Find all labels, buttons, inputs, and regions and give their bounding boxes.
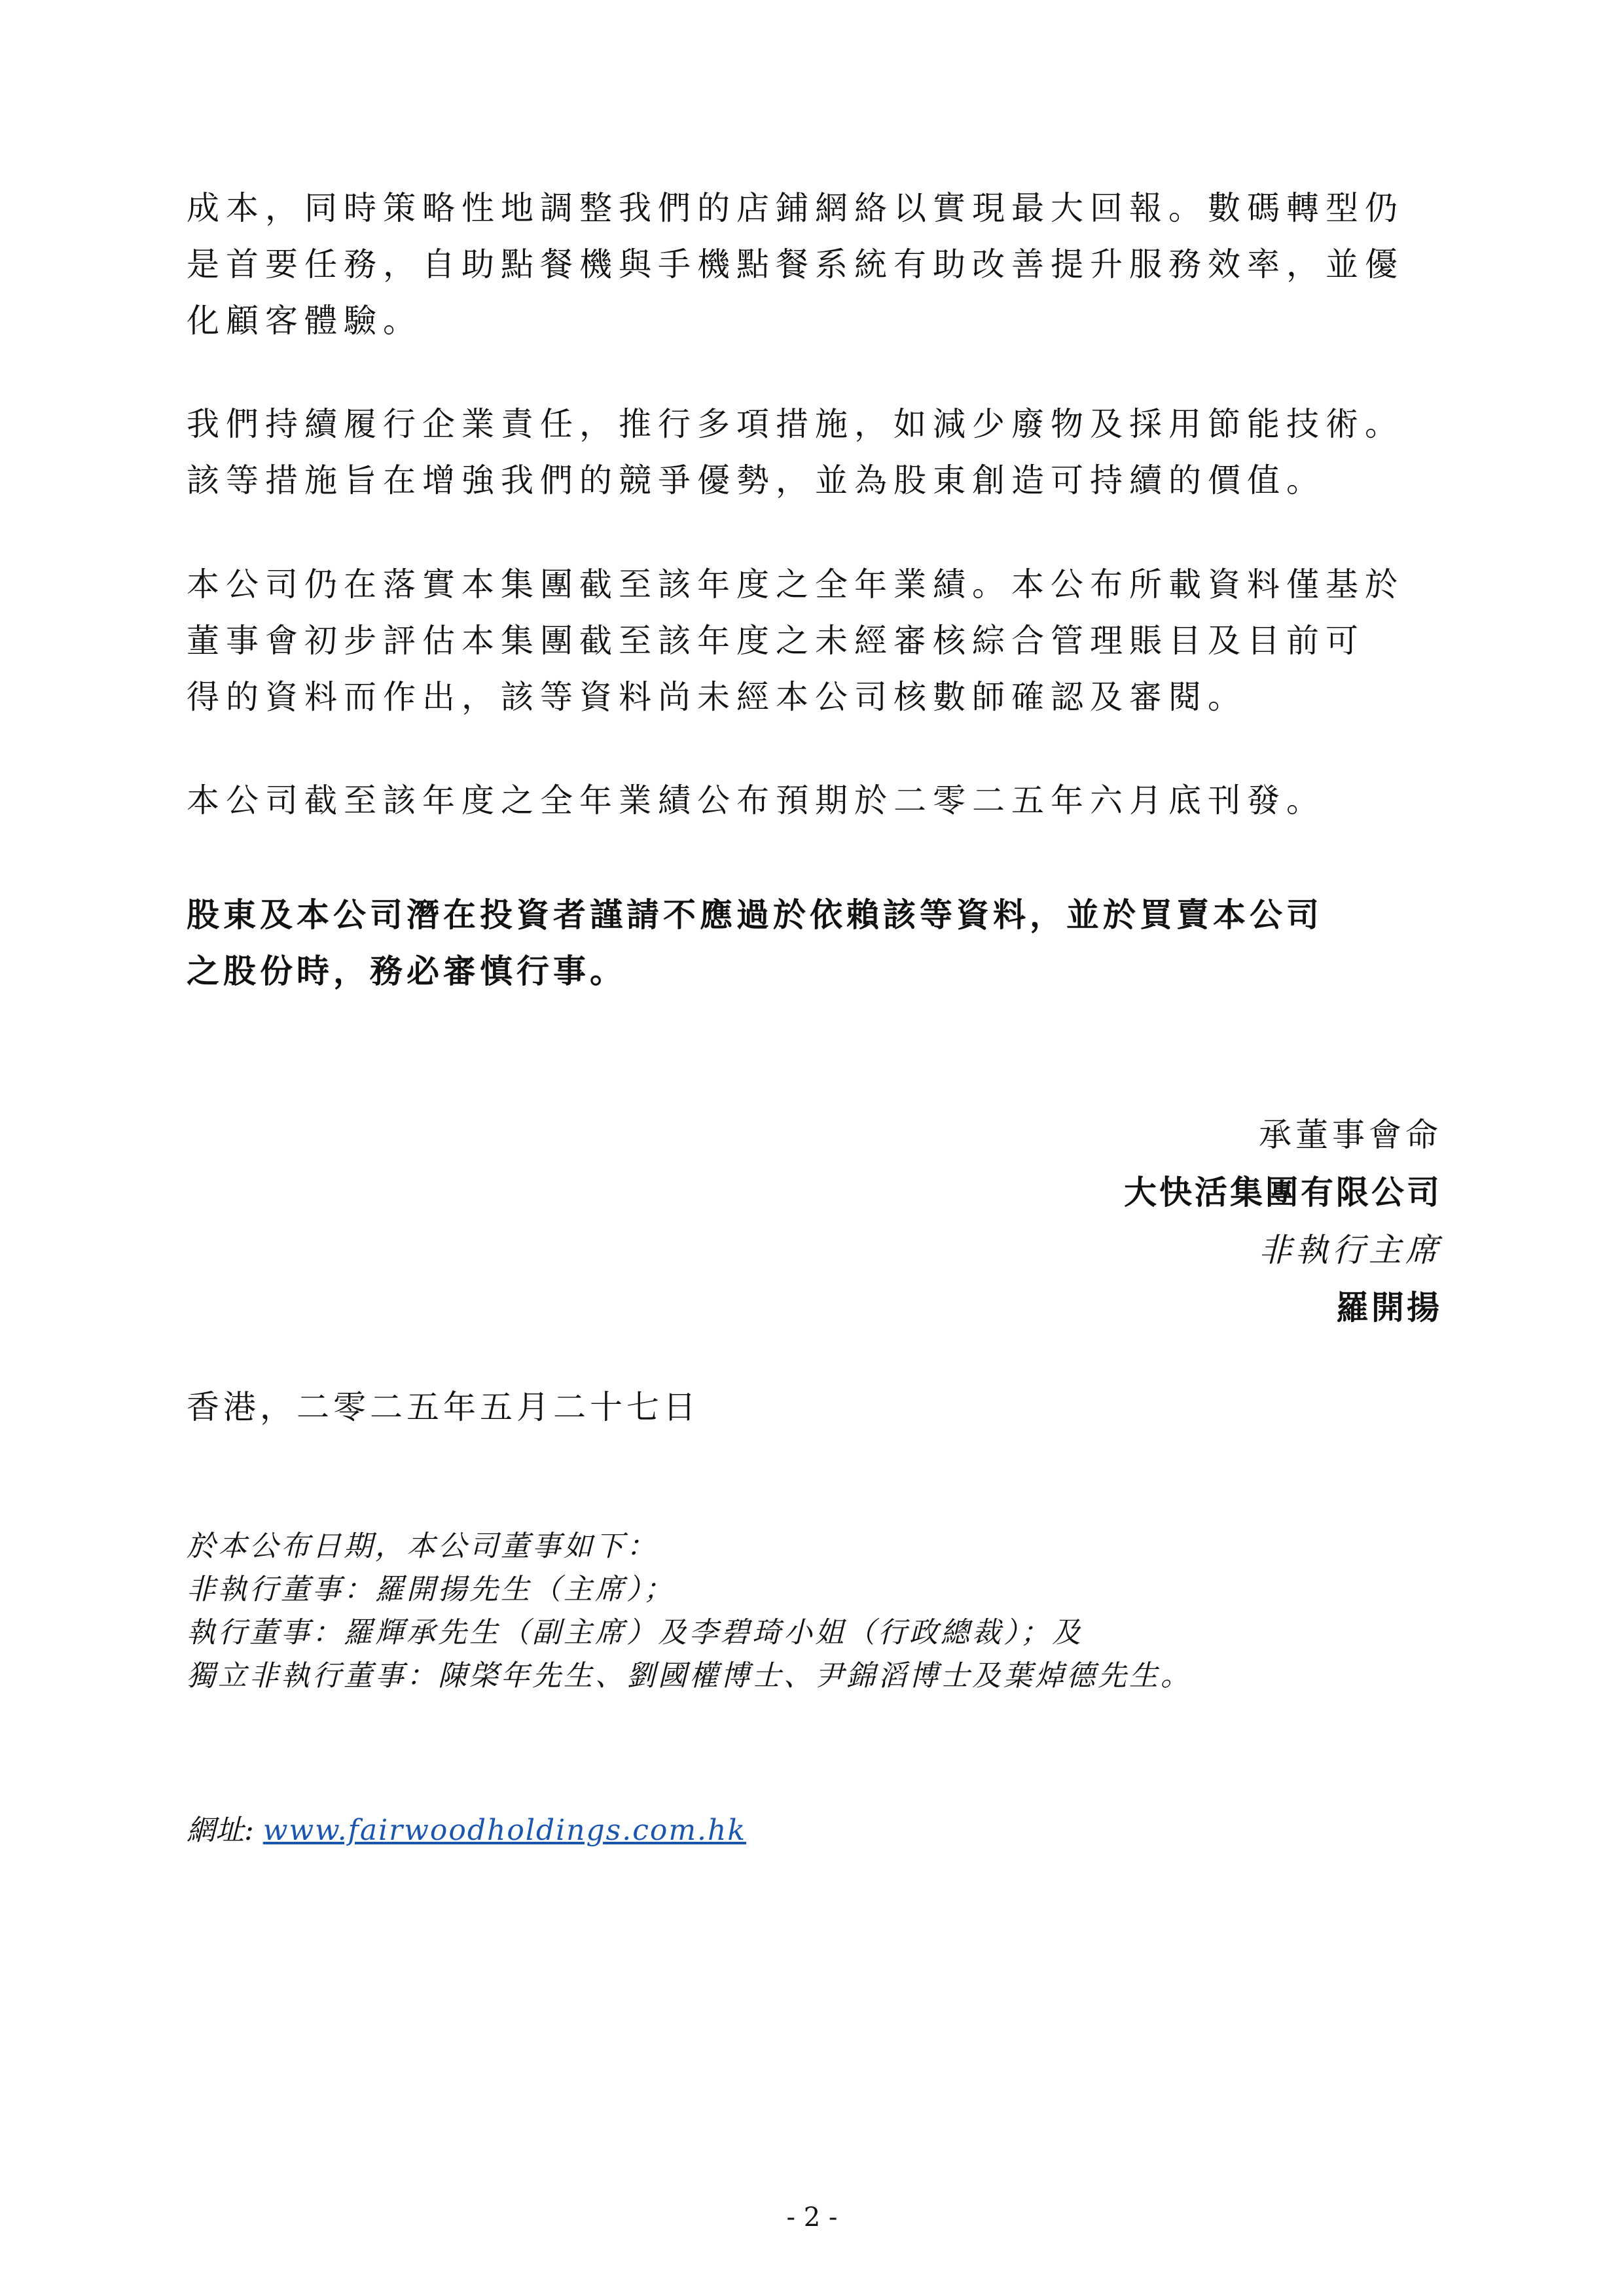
signature-name: 羅開揚 — [1336, 1289, 1442, 1327]
paragraph-line: 化顧客體驗。 — [187, 302, 422, 340]
paragraph-line: 得的資料而作出，該等資料尚未經本公司核數師確認及審閱。 — [187, 678, 1247, 716]
paragraph-line: 之股份時，務必審慎行事。 — [187, 952, 626, 990]
paragraph-line: 該等措施旨在增強我們的競爭優勢，並為股東創造可持續的價值。 — [187, 461, 1326, 499]
signature-company: 大快活集團有限公司 — [1124, 1174, 1442, 1211]
paragraph-responsibility — [187, 396, 1447, 509]
paragraph-investor-warning — [187, 887, 1447, 999]
directors-list — [187, 1525, 1192, 1698]
paragraph-results-status — [187, 556, 1447, 725]
website-line — [187, 1806, 746, 1848]
directors-line: 獨立非執行董事：陳棨年先生、劉國權博士、尹錦滔博士及葉焯德先生。 — [187, 1659, 1192, 1693]
website-link[interactable]: www.fairwoodholdings.com.hk — [262, 1814, 747, 1847]
paragraph-strategy — [187, 180, 1447, 349]
paragraph-announcement-date — [187, 772, 1447, 829]
directors-line: 非執行董事：羅開揚先生（主席）； — [187, 1573, 675, 1606]
paragraph-line: 本公司仍在落實本集團截至該年度之全年業績。本公布所載資料僅基於 — [187, 565, 1404, 603]
website-label: 網址: — [187, 1814, 263, 1847]
signature-block — [1124, 1106, 1442, 1336]
dateline: 香港，二零二五年五月二十七日 — [187, 1388, 700, 1426]
directors-line: 於本公布日期，本公司董事如下： — [187, 1530, 658, 1563]
paragraph-line: 成本，同時策略性地調整我們的店鋪網絡以實現最大回報。數碼轉型仍 — [187, 189, 1404, 227]
paragraph-line: 是首要任務，自助點餐機與手機點餐系統有助改善提升服務效率，並優 — [187, 245, 1404, 283]
signature-order-line: 承董事會命 — [1259, 1116, 1442, 1154]
directors-line: 執行董事：羅輝承先生（副主席）及李碧琦小姐（行政總裁）；及 — [187, 1616, 1083, 1649]
signature-title: 非執行主席 — [1259, 1231, 1442, 1269]
paragraph-line: 董事會初步評估本集團截至該年度之未經審核綜合管理賬目及目前可 — [187, 622, 1365, 660]
page-number: - 2 - — [786, 2202, 838, 2233]
paragraph-line: 本公司截至該年度之全年業績公布預期於二零二五年六月底刊發。 — [187, 781, 1326, 819]
paragraph-line: 我們持續履行企業責任，推行多項措施，如減少廢物及採用節能技術。 — [187, 405, 1404, 443]
paragraph-line: 股東及本公司潛在投資者謹請不應過於依賴該等資料，並於買賣本公司 — [187, 896, 1323, 934]
